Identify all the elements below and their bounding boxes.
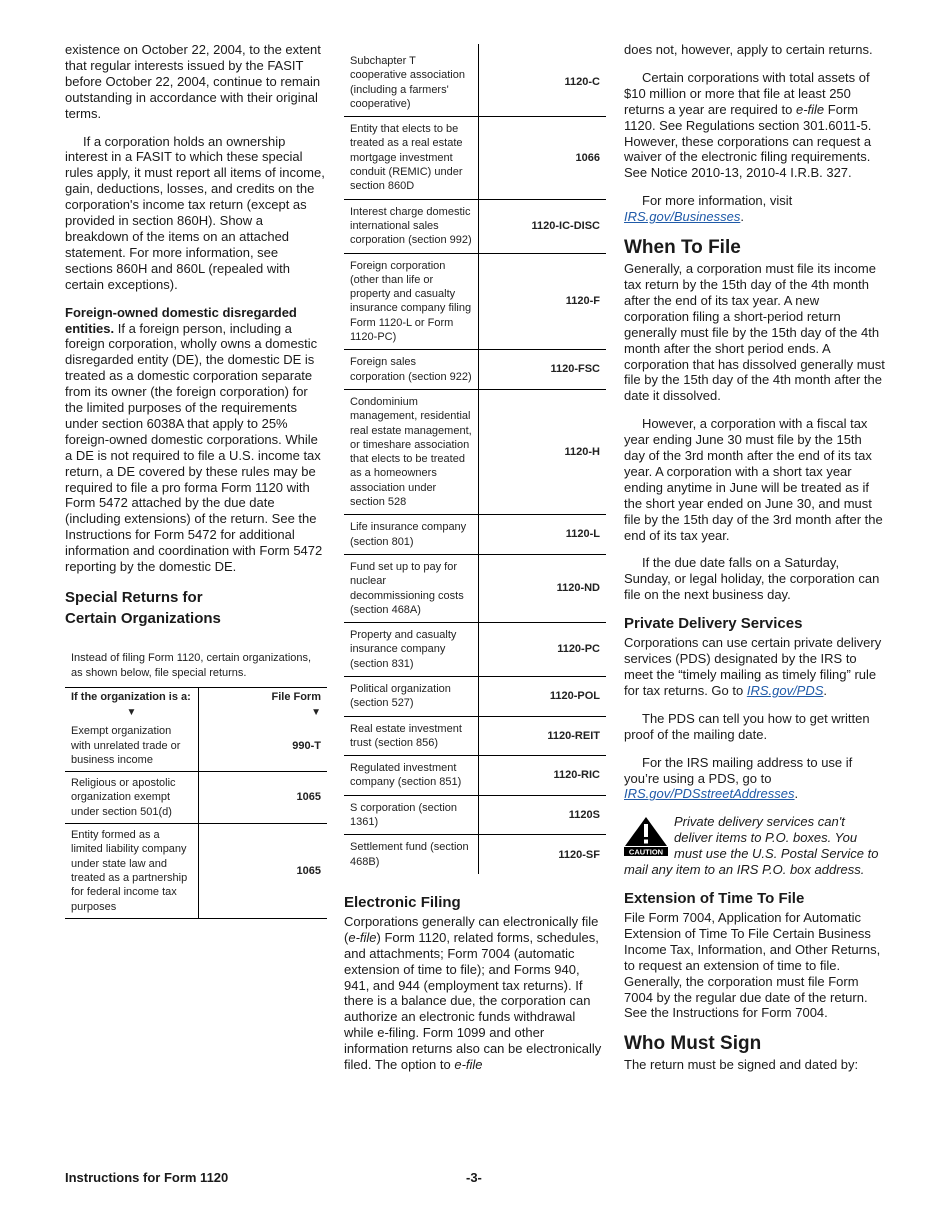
table-row xyxy=(344,199,606,253)
text-run-italic: e-file xyxy=(454,1057,483,1073)
table-row xyxy=(344,515,606,555)
special-returns-table-continued xyxy=(344,44,606,874)
table-cell-form: 1120-RIC xyxy=(479,756,607,796)
paragraph-pds-2: The PDS can tell you how to get written proof of the mailing date. xyxy=(624,710,870,742)
table-cell-form: 1120-SF xyxy=(558,848,600,861)
down-arrow-icon: ▼ xyxy=(311,707,321,718)
table-row xyxy=(344,253,606,350)
table-cell-org: Condominium management, residential real estate management, or timeshare association that elects to be treated as a homeowners association under section 528 xyxy=(344,389,479,514)
table-row xyxy=(344,44,606,117)
text-run-italic: e-file xyxy=(795,101,825,117)
paragraph-extension: File Form 7004, Application for Automatic Extension of Time To File Certain Business Income Tax, Information, and Other Returns, to request an extension of time to file. Generally, the corporation must file Form 7004 by the regular due date of the return. See the Instructions for Form 7004. xyxy=(624,909,881,1021)
table-cell-form: 1120-H xyxy=(479,389,607,514)
table-row xyxy=(344,795,606,835)
table-intro: Instead of filing Form 1120, certain organizations, as shown below, file special returns. xyxy=(71,652,312,679)
caution-label: CAUTION xyxy=(628,847,664,857)
paragraph-foreign-owned-de xyxy=(65,305,327,575)
section-heading-when-to-file: When To File xyxy=(624,237,741,259)
table-row xyxy=(65,772,327,824)
table-cell-form: 1120-ND xyxy=(479,554,607,622)
table-cell-form: 1120-REIT xyxy=(479,716,607,756)
link-irs-pds[interactable]: IRS.gov/PDS xyxy=(746,682,824,698)
text-run: For the IRS mailing address to use if you’re using a PDS, go to xyxy=(624,754,853,786)
table-cell-org: Religious or apostolic organization exempt under section 501(d) xyxy=(65,772,199,824)
table-row xyxy=(344,716,606,756)
heading-line-1: Special Returns for xyxy=(65,589,203,606)
table-cell-org: Regulated investment company (section 851) xyxy=(344,756,479,796)
table-cell-form: 990-T xyxy=(199,720,328,771)
paragraph-efile-requirement xyxy=(624,70,886,181)
section-heading-who-must-sign: Who Must Sign xyxy=(624,1033,762,1055)
table-cell-form: 1120-FSC xyxy=(479,350,607,390)
table-cell-form: 1120-L xyxy=(479,515,607,555)
table-row xyxy=(344,835,606,874)
link-irs-pds-street-addresses[interactable]: IRS.gov/PDSstreetAddresses xyxy=(624,786,795,802)
column-3 xyxy=(624,42,886,1073)
section-heading-private-delivery: Private Delivery Services xyxy=(624,615,803,633)
text-run: . xyxy=(794,786,799,802)
table-cell-org: Fund set up to pay for nuclear decommissioning costs (section 468A) xyxy=(344,554,479,622)
table-cell-org: Property and casualty insurance company (section 831) xyxy=(344,623,479,677)
table-cell-form: 1120-C xyxy=(479,44,607,117)
table-cell-org: Settlement fund (section 468B) xyxy=(344,835,479,874)
special-returns-table xyxy=(65,687,327,919)
table-cell-form: 1120-IC-DISC xyxy=(479,199,607,253)
table-header-org: If the organization is a: xyxy=(65,688,199,707)
text-run: Certain corporations with total assets of $10 million or more that file at least 250 returns a year are required to xyxy=(624,69,870,117)
table-cell-org: Interest charge domestic international sales corporation (section 992) xyxy=(344,199,479,253)
section-heading-electronic-filing: Electronic Filing xyxy=(344,893,461,911)
table-row xyxy=(344,350,606,390)
paragraph-fasit-ownership: If a corporation holds an ownership interest in a FASIT to which these special rules apply, it must report all items of income, gain, deductions, losses, and credits on the corporation's income tax return (except as provided in section 860H). Show a breakdown of the items on an attached statement. For more information, see sections 860H and 860L (repealed with certain exceptions). xyxy=(65,133,325,292)
footer-title: Instructions for Form 1120 xyxy=(65,1170,229,1185)
text-run: Form 1120. See Regulations section 301.6011-5. However, these corporations can request a waiver of the electronic filing requirements. See Notice 2010-13, 2010-4 I.R.B. 327. xyxy=(624,101,872,181)
table-cell-form: 1065 xyxy=(199,772,328,824)
paragraph-pds-3 xyxy=(624,755,886,803)
table-row xyxy=(344,554,606,622)
paragraph-more-info xyxy=(624,193,886,225)
page-number: -3- xyxy=(466,1170,482,1185)
caution-note xyxy=(624,814,886,878)
column-2 xyxy=(344,44,606,1073)
column-1 xyxy=(65,42,327,919)
table-row xyxy=(344,117,606,199)
table-cell-org: Real estate investment trust (section 856) xyxy=(344,716,479,756)
text-run: For more information, visit xyxy=(642,193,793,209)
page-footer xyxy=(65,1170,885,1185)
table-cell-org: S corporation (section 1361) xyxy=(344,795,479,835)
paragraph-when-to-file-1: Generally, a corporation must file its income tax return by the 15th day of the 4th month after the end of its tax year. A new corporation filing a short-period return generally must file by the 15th day of the 4th month after the short period ends. A corporation that has dissolved generally must file by the 15th day of the 4th month after the date it dissolved. xyxy=(624,261,885,404)
section-heading-special-returns xyxy=(65,587,327,629)
paragraph-when-to-file-2: However, a corporation with a fiscal tax year ending June 30 must file by the 15th day of the 3rd month after the end of its tax year. A corporation with a short tax year ending anytime in June will be treated as if the short year ended on June 30, and must file by the 15th day of the 3rd month after the end of its tax year. xyxy=(624,416,883,543)
table-cell-form: 1120-F xyxy=(479,253,607,350)
paragraph-when-to-file-3: If the due date falls on a Saturday, Sunday, or legal holiday, the corporation can file on the next business day. xyxy=(624,555,880,603)
table-cell-org: Political organization (section 527) xyxy=(344,676,479,716)
text-run: . xyxy=(823,682,828,698)
paragraph-pds-1 xyxy=(624,635,886,699)
table-row xyxy=(344,389,606,514)
text-run: ) Form 1120, related forms, schedules, and attachments; Form 7004 (automatic extension of time to file); and Forms 940, 941, and 944 (employment tax returns). If there is a balance due, the corporation can authorize an electronic funds withdrawal while e-filing. Form 1099 and other information returns also can be electronically filed. The option to xyxy=(344,929,602,1073)
section-heading-extension: Extension of Time To File xyxy=(624,889,805,907)
table-cell-org: Life insurance company (section 801) xyxy=(344,515,479,555)
table-row xyxy=(65,824,327,919)
table-row xyxy=(344,676,606,716)
paragraph-foreign-owned-body: If a foreign person, including a foreign corporation, wholly owns a domestic disregarded entity (DE), the domestic DE is treated as a domestic corporation separate from its owner (the foreign corporation) for the limited purposes of the requirements under section 6038A that apply to 25% foreign-owned domestic corporations. While a DE is not required to file a U.S. income tax return, a DE covered by these rules may be required to file a pro forma Form 1120 with Form 5472 attached by the due date (including extensions) of the return. See the Instructions for Form 5472 for additional information and coordination with Form 5472 reporting by the domestic DE. xyxy=(65,320,323,575)
text-run: . xyxy=(740,209,744,225)
table-cell-org: Foreign sales corporation (section 922) xyxy=(344,350,479,390)
table-header-form: File Form xyxy=(271,691,321,703)
table-cell-form: 1120-PC xyxy=(479,623,607,677)
table-cell-org: Entity formed as a limited liability company under state law and treated as a partnership for federal income tax purposes xyxy=(65,824,199,919)
caution-text: Private delivery services can't deliver items to P.O. boxes. You must use the U.S. Postal Service to mail any item to an IRS P.O. box address. xyxy=(624,814,879,878)
table-cell-org: Exempt organization with unrelated trade or business income xyxy=(65,720,199,771)
table-row xyxy=(344,756,606,796)
table-cell-form: 1120S xyxy=(479,795,607,835)
table-row xyxy=(65,720,327,771)
table-cell-form: 1065 xyxy=(199,824,328,919)
paragraph-electronic-filing xyxy=(344,914,606,1073)
link-irs-businesses[interactable]: IRS.gov/Businesses xyxy=(624,209,741,225)
paragraph-who-must-sign: The return must be signed and dated by: xyxy=(624,1057,859,1073)
down-arrow-icon: ▼ xyxy=(65,706,199,720)
paragraph-fasit-continuation: existence on October 22, 2004, to the extent that regular interests issued by the FASIT before October 22, 2004, continue to remain outstanding in accordance with their original terms. xyxy=(65,42,321,121)
caution-icon xyxy=(624,816,668,856)
paragraph-efile-continuation: does not, however, apply to certain returns. xyxy=(624,42,873,57)
text-run: Corporations generally can electronically file ( xyxy=(344,913,599,945)
text-run: Corporations can use certain private delivery services (PDS) designated by the IRS to meet the “timely mailing as timely filing” rule for tax returns. Go to xyxy=(624,635,882,698)
table-cell-form: 1066 xyxy=(479,117,607,199)
table-cell-org: Foreign corporation (other than life or property and casualty insurance company filing Form 1120-L or Form 1120-PC) xyxy=(344,253,479,350)
table-cell-org: Subchapter T cooperative association (including a farmers' cooperative) xyxy=(344,44,479,117)
table-row xyxy=(344,623,606,677)
table-cell-form: 1120-POL xyxy=(479,676,607,716)
table-cell-org: Entity that elects to be treated as a real estate mortgage investment conduit (REMIC) under section 860D xyxy=(344,117,479,199)
text-run-italic: e-file xyxy=(348,929,377,945)
runin-heading-foreign-owned: Foreign-owned domestic disregarded entities. xyxy=(65,304,297,336)
heading-line-2: Certain Organizations xyxy=(65,610,221,627)
